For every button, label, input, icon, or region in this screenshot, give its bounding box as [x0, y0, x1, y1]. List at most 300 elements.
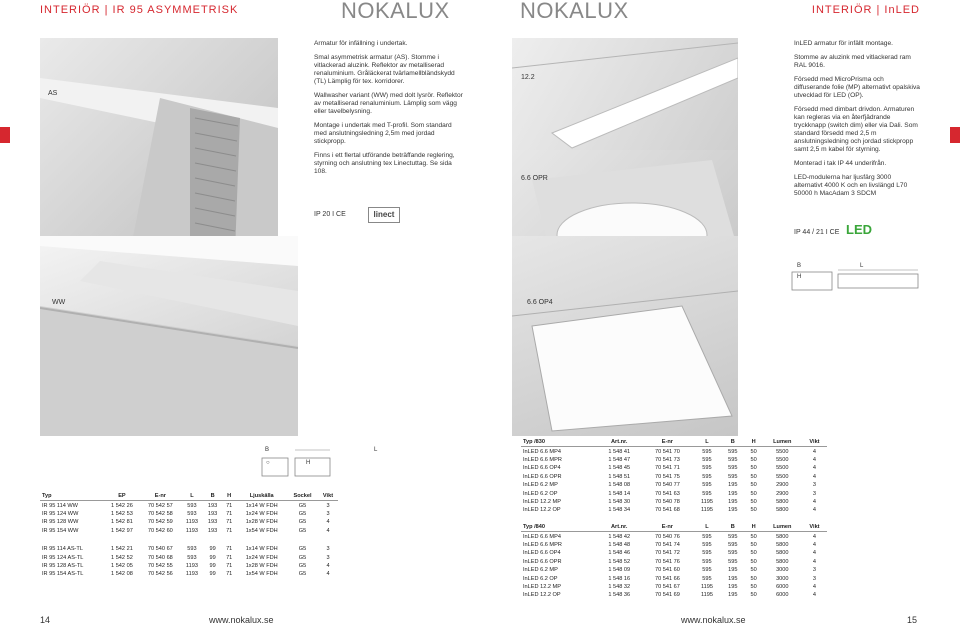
table-cell: 4 — [326, 571, 330, 578]
left-dim-o: ○ — [266, 460, 270, 466]
inled-6-6-op4-illustration — [512, 236, 738, 436]
table-cell: 1195 — [700, 592, 713, 599]
right-text-6: LED-modulerna har ljusfärg 3000 alternativt 4000 K och en livslängd L70 50000 h MacAdam 3 SDCM — [794, 174, 908, 197]
table-cell: InLED 6.2 OP — [523, 490, 558, 497]
table-cell: 1 548 42 — [608, 533, 631, 540]
table-cell: 4 — [812, 592, 817, 599]
table-cell: 1 548 45 — [608, 465, 631, 472]
table-cell: 1 548 30 — [608, 498, 631, 505]
table-cell: 1 548 08 — [608, 482, 631, 489]
table-cell: 3 — [326, 554, 330, 561]
table-cell: 4 — [812, 507, 817, 514]
table-cell: 1x24 W FDH — [245, 554, 278, 561]
table-cell: 595 — [728, 456, 738, 463]
table-cell: 1 548 09 — [608, 567, 631, 574]
table-cell: 70 541 73 — [654, 456, 680, 463]
table-cell: 4 — [326, 562, 330, 569]
table-cell: InLED 6.6 OPR — [523, 473, 562, 480]
table-row — [521, 464, 827, 472]
table-row — [521, 532, 827, 541]
table-cell: InLED 6.6 OPR — [523, 558, 562, 565]
table-cell: 595 — [702, 533, 712, 540]
right-website: www.nokalux.se — [681, 615, 746, 625]
table-cell: 4 — [326, 527, 330, 534]
table-cell: 50 — [750, 490, 757, 497]
table-cell: InLED 6.2 OP — [523, 575, 558, 582]
table-row — [40, 553, 338, 561]
table-cell: G5 — [298, 502, 307, 509]
table-cell: 1 548 47 — [608, 456, 631, 463]
table-cell: 71 — [226, 571, 233, 578]
table-cell: 50 — [750, 558, 757, 565]
table-cell: G5 — [298, 554, 307, 561]
column-header: L — [693, 523, 721, 532]
left-website: www.nokalux.se — [209, 615, 274, 625]
table-row — [521, 481, 827, 489]
table-cell: 5800 — [776, 558, 789, 565]
column-header: Typ /830 — [521, 438, 597, 447]
inled-12-2-illustration — [512, 38, 738, 150]
table-cell: 3 — [812, 567, 817, 574]
column-header: Lumen — [763, 523, 802, 532]
table-cell: IR 95 154 WW — [42, 527, 79, 534]
linect-logo: linect — [368, 207, 400, 223]
table-cell: 99 — [209, 546, 216, 553]
table-cell: 70 541 67 — [654, 583, 680, 590]
table-cell: 50 — [750, 482, 757, 489]
table-cell: 5500 — [776, 456, 789, 463]
table-cell: 70 542 57 — [147, 502, 173, 509]
table-cell: 1 548 52 — [608, 558, 631, 565]
table-cell: 1 548 46 — [608, 550, 631, 557]
left-text-4: Montage i undertak med T-profil. Som standard med anslutningsledning 2,5m med jordad stickpropp. — [314, 122, 452, 145]
table-cell: 70 542 56 — [147, 571, 173, 578]
table-cell: 595 — [728, 473, 738, 480]
table-cell: 195 — [728, 507, 738, 514]
table-row — [40, 562, 338, 570]
table-cell: InLED 6.2 MP — [523, 482, 558, 489]
table-cell: 70 541 74 — [654, 541, 680, 548]
table-cell: 1 542 05 — [111, 562, 133, 569]
table-cell: 50 — [750, 533, 757, 540]
table-cell: 595 — [702, 448, 712, 455]
table-cell: 195 — [728, 490, 738, 497]
table-cell: 6000 — [776, 592, 789, 599]
right-page-title: INTERIÖR | InLED — [811, 4, 920, 16]
table-row — [40, 501, 338, 510]
table-cell: 71 — [226, 562, 233, 569]
table-cell: InLED 6.6 MPR — [523, 456, 562, 463]
table-cell: InLED 12.2 MP — [523, 583, 561, 590]
table-cell: 5500 — [776, 465, 789, 472]
table-cell: 1x24 W FDH — [245, 510, 278, 517]
column-header: Art.nr. — [597, 523, 642, 532]
left-dim-l: L — [374, 447, 378, 453]
table-cell: 595 — [702, 575, 712, 582]
table-cell: 4 — [812, 550, 817, 557]
table-cell: 50 — [750, 550, 757, 557]
table-cell: 595 — [702, 567, 712, 574]
table-row — [521, 583, 827, 591]
table-row — [40, 570, 338, 578]
table-cell: 70 541 60 — [654, 567, 680, 574]
table-row — [40, 527, 338, 535]
left-page-number: 14 — [40, 615, 51, 625]
table-cell: 1193 — [185, 562, 198, 569]
table-cell: 3 — [812, 482, 817, 489]
table-cell: G5 — [298, 571, 307, 578]
table-cell: 50 — [750, 473, 757, 480]
right-dim-b: B — [797, 263, 802, 269]
table-cell: 595 — [728, 448, 738, 455]
inled-12-2-photo — [512, 38, 738, 150]
led-logo: LED — [846, 222, 872, 237]
column-header: B — [721, 438, 745, 447]
table-cell: 70 541 66 — [654, 575, 680, 582]
table-cell: 71 — [226, 510, 233, 517]
column-header: H — [745, 438, 763, 447]
table-cell: 70 540 68 — [147, 554, 173, 561]
table-cell: 5500 — [776, 473, 789, 480]
table-cell: 3 — [812, 575, 817, 582]
table-cell: IR 95 124 WW — [42, 510, 79, 517]
table-cell: 195 — [728, 592, 738, 599]
table-row — [40, 510, 338, 518]
table-cell: 71 — [226, 519, 233, 526]
table-cell: 4 — [812, 456, 817, 463]
right-text-2: Stomme av aluzink med vitlackerad ram RAL 9016. — [794, 54, 911, 69]
table-cell: 1 548 51 — [608, 473, 631, 480]
table-cell: 595 — [728, 465, 738, 472]
nokalux-logo-right: NOKALUX — [520, 0, 629, 23]
table-cell: 3000 — [776, 567, 789, 574]
table-cell: 1195 — [700, 507, 713, 514]
table-cell: 3000 — [776, 575, 789, 582]
table-cell: 1 548 48 — [608, 541, 631, 548]
table-cell: 50 — [750, 448, 757, 455]
table-cell: 4 — [812, 541, 817, 548]
table-cell: 71 — [226, 554, 233, 561]
right-dimension-drawing — [790, 262, 920, 294]
table-cell: 70 540 78 — [654, 498, 680, 505]
table-row — [521, 549, 827, 557]
column-header: E-nr — [642, 523, 693, 532]
table-cell: 4 — [812, 583, 817, 590]
column-header: Typ — [40, 492, 104, 501]
table-cell: 193 — [207, 510, 218, 517]
column-header: Sockel — [287, 492, 318, 501]
table-cell: 70 541 75 — [654, 473, 680, 480]
table-cell: 1 548 34 — [608, 507, 631, 514]
right-ip-rating: IP 44 / 21 I CE — [794, 229, 840, 236]
table-cell: 70 542 55 — [147, 562, 173, 569]
table-cell: 595 — [702, 482, 712, 489]
column-header: Typ /840 — [521, 523, 597, 532]
table-cell: 2900 — [776, 482, 789, 489]
table-cell: InLED 6.6 OP4 — [523, 465, 561, 472]
table-cell: 193 — [207, 502, 218, 509]
table-cell: 1x54 W FDH — [245, 571, 278, 578]
column-header: EP — [104, 492, 140, 501]
table-cell: 595 — [702, 558, 712, 565]
table-cell: InLED 6.2 MP — [523, 567, 558, 574]
table-row — [521, 506, 827, 514]
right-dim-h: H — [797, 274, 802, 280]
table-row — [521, 498, 827, 506]
table-cell: 595 — [702, 490, 712, 497]
table-cell: 1 542 52 — [111, 554, 133, 561]
table-cell: 71 — [226, 502, 233, 509]
table-row — [521, 541, 827, 549]
table-cell: 1 548 16 — [608, 575, 631, 582]
table-cell: 4 — [812, 533, 817, 540]
ww-luminaire-photo — [40, 236, 298, 436]
table-cell: 193 — [207, 527, 218, 534]
table-cell: 50 — [750, 592, 757, 599]
left-text-1: Armatur för infällning i undertak. — [314, 40, 408, 47]
column-header: Ljuskälla — [236, 492, 287, 501]
table-cell: 1 542 21 — [111, 546, 133, 553]
column-header: E-nr — [140, 492, 181, 501]
table-cell: 195 — [728, 575, 738, 582]
table-cell: 593 — [187, 546, 197, 553]
table-cell: 595 — [728, 550, 738, 557]
table-cell: 70 541 71 — [654, 465, 680, 472]
table-cell: 50 — [750, 575, 757, 582]
table-cell: 50 — [750, 541, 757, 548]
left-dim-b: B — [265, 447, 270, 453]
column-header: L — [693, 438, 721, 447]
table-cell: 50 — [750, 456, 757, 463]
table-cell: 1x28 W FDH — [245, 562, 278, 569]
table-cell: 3 — [326, 502, 330, 509]
table-cell: 70 541 69 — [654, 592, 680, 599]
table-row — [521, 574, 827, 582]
table-cell: G5 — [298, 527, 307, 534]
column-header: B — [203, 492, 222, 501]
table-cell: G5 — [298, 562, 307, 569]
column-header: E-nr — [642, 438, 693, 447]
table-cell: 593 — [187, 502, 197, 509]
left-page-title: INTERIÖR | IR 95 ASYMMETRISK — [40, 4, 239, 16]
column-header: Vikt — [318, 492, 338, 501]
table-cell: 595 — [728, 541, 738, 548]
right-text-5: Monterad i tak IP 44 underifrån. — [794, 160, 887, 167]
table-cell: 1195 — [700, 498, 713, 505]
table-cell: IR 95 154 AS-TL — [42, 571, 84, 578]
table-cell: 50 — [750, 507, 757, 514]
table-cell: 5800 — [776, 533, 789, 540]
table-cell: InLED 6.6 OP4 — [523, 550, 561, 557]
left-description — [314, 40, 464, 182]
table-cell: 50 — [750, 567, 757, 574]
table-cell: 70 541 70 — [654, 448, 680, 455]
table-cell: G5 — [298, 546, 307, 553]
as-luminaire-photo — [40, 38, 278, 253]
table-cell: 1x54 W FDH — [245, 527, 278, 534]
table-row — [40, 518, 338, 526]
left-text-2: Smal asymmetrisk armatur (AS). Stomme i vitlackerad aluzink. Reflektor av metalliserad renaluminium. Gråläckerat tvärlamellbländskydd (TL) Lämplig för tex. korridorer. — [314, 54, 455, 85]
table-cell: 99 — [209, 562, 216, 569]
table-row — [521, 566, 827, 574]
table-cell: 595 — [702, 541, 712, 548]
table-cell: IR 95 124 AS-TL — [42, 554, 84, 561]
table-cell: InLED 12.2 OP — [523, 507, 561, 514]
column-header: Vikt — [802, 523, 827, 532]
table-cell: 5800 — [776, 507, 789, 514]
spec-table-840 — [521, 523, 827, 600]
as-luminaire-illustration — [40, 38, 278, 253]
table-cell: 4 — [812, 558, 817, 565]
table-cell: 4 — [812, 498, 817, 505]
table-cell: 2900 — [776, 490, 789, 497]
table-cell: 1 542 08 — [111, 571, 133, 578]
table-cell: 5800 — [776, 498, 789, 505]
table-cell: 4 — [812, 448, 817, 455]
table-cell: 71 — [226, 527, 233, 534]
table-cell: G5 — [298, 519, 307, 526]
column-header: Art.nr. — [597, 438, 642, 447]
inled-6-6-op4-photo — [512, 236, 738, 436]
table-cell: 70 540 67 — [147, 546, 173, 553]
column-header: Vikt — [802, 438, 827, 447]
table-cell: G5 — [298, 510, 307, 517]
left-dimension-drawing — [260, 440, 332, 488]
right-description — [794, 40, 920, 204]
left-spec-table — [40, 492, 338, 579]
table-cell: 1 548 36 — [608, 592, 631, 599]
table-cell: 70 541 63 — [654, 490, 680, 497]
table-cell: 595 — [702, 465, 712, 472]
table-cell: 593 — [187, 554, 197, 561]
photo-label-6-6-opr: 6.6 OPR — [521, 175, 548, 182]
right-dim-l: L — [860, 263, 864, 269]
table-cell: 50 — [750, 583, 757, 590]
table-cell: 1 548 14 — [608, 490, 631, 497]
table-row — [521, 456, 827, 464]
table-cell: InLED 12.2 OP — [523, 592, 561, 599]
table-cell: 195 — [728, 567, 738, 574]
photo-label-12-2: 12.2 — [521, 74, 535, 81]
table-cell: IR 95 128 WW — [42, 519, 79, 526]
table-cell: 595 — [728, 533, 738, 540]
table-cell: 71 — [226, 546, 233, 553]
table-cell: 595 — [702, 473, 712, 480]
table-cell: 70 542 58 — [147, 510, 173, 517]
table-cell: 5800 — [776, 541, 789, 548]
table-cell: 50 — [750, 465, 757, 472]
as-photo-label: AS — [48, 90, 58, 97]
table-cell: 70 540 77 — [654, 482, 680, 489]
table-cell: InLED 6.6 MP4 — [523, 448, 561, 455]
table-cell: 193 — [207, 519, 218, 526]
table-cell: IR 95 114 AS-TL — [42, 546, 83, 553]
column-header: B — [721, 523, 745, 532]
table-cell: IR 95 114 WW — [42, 502, 78, 509]
table-cell: 70 541 76 — [654, 558, 680, 565]
left-dim-h: H — [306, 460, 311, 466]
column-header: L — [181, 492, 204, 501]
table-cell: 99 — [209, 571, 216, 578]
spec-table-830 — [521, 438, 827, 515]
table-row — [521, 489, 827, 497]
table-cell: 595 — [702, 550, 712, 557]
table-cell: 595 — [728, 558, 738, 565]
right-text-3: Försedd med MicroPrisma och diffuserande folie (MP) alternativt opalskiva utvecklad för LED (OP). — [794, 76, 920, 99]
table-cell: 1 542 97 — [111, 527, 133, 534]
table-cell: 4 — [812, 473, 817, 480]
table-cell: IR 95 128 AS-TL — [42, 562, 84, 569]
table-cell: 1 542 26 — [111, 502, 133, 509]
table-cell: 593 — [187, 510, 197, 517]
table-cell: InLED 12.2 MP — [523, 498, 561, 505]
table-cell: 70 542 59 — [147, 519, 173, 526]
right-text-4: Försedd med dimbart drivdon. Armaturen kan regleras via en återfjädrande tryckknapp (switch dim) eller via Dali. Som standard försedd med 2,5 m anslutningsledning och jordad stickpropp samt 2,5 m kabel för styrning. — [794, 106, 918, 153]
left-text-5: Finns i ett flertal utförande beträffande reglering, styrning och anslutning tex Linectuttag. Se sida 108. — [314, 152, 455, 175]
nokalux-logo-left: NOKALUX — [341, 0, 450, 23]
left-ip-rating: IP 20 I CE — [314, 211, 346, 218]
table-cell: 595 — [702, 456, 712, 463]
table-row — [521, 473, 827, 481]
table-cell: 1193 — [185, 527, 198, 534]
table-cell: 70 542 60 — [147, 527, 173, 534]
table-cell: 1195 — [700, 583, 713, 590]
ww-luminaire-illustration — [40, 236, 298, 436]
right-red-tab — [950, 127, 960, 143]
left-red-tab — [0, 127, 10, 143]
table-cell: 70 540 76 — [654, 533, 680, 540]
table-cell: 3 — [812, 490, 817, 497]
table-cell: 195 — [728, 482, 738, 489]
table-row — [521, 558, 827, 566]
table-cell: 6000 — [776, 583, 789, 590]
table-cell: 1 548 41 — [608, 448, 631, 455]
table-cell: 50 — [750, 498, 757, 505]
column-header: H — [745, 523, 763, 532]
table-cell: 1193 — [185, 519, 198, 526]
column-header: Lumen — [763, 438, 802, 447]
table-cell: 70 541 72 — [654, 550, 680, 557]
table-cell: 3 — [326, 546, 330, 553]
table-row — [521, 591, 827, 599]
table-cell: 195 — [728, 498, 738, 505]
ww-photo-label: WW — [52, 299, 66, 306]
right-page-number: 15 — [907, 615, 918, 625]
column-header: H — [222, 492, 236, 501]
table-cell: InLED 6.6 MPR — [523, 541, 562, 548]
table-cell: 1x14 W FDH — [245, 546, 278, 553]
table-row — [40, 545, 338, 553]
table-cell: 3 — [326, 510, 330, 517]
table-cell: 5500 — [776, 448, 789, 455]
table-cell: 5800 — [776, 550, 789, 557]
table-cell: 1193 — [185, 571, 198, 578]
table-cell: 4 — [812, 465, 817, 472]
right-text-1: InLED armatur för infällt montage. — [794, 40, 893, 47]
table-cell: InLED 6.6 MP4 — [523, 533, 561, 540]
table-cell: 1 542 81 — [111, 519, 133, 526]
table-cell: 195 — [728, 583, 738, 590]
photo-label-6-6-op4: 6.6 OP4 — [527, 299, 553, 306]
table-cell: 1 548 32 — [608, 583, 631, 590]
table-cell: 1x28 W FDH — [245, 519, 278, 526]
left-text-3: Wallwasher variant (WW) med dolt lysrör. Reflektor av metalliserad renaluminium. Lämplig som vägg eller tavelbelysning. — [314, 92, 463, 115]
table-cell: 70 541 68 — [654, 507, 680, 514]
table-cell: 4 — [326, 519, 330, 526]
table-cell: 1x14 W FDH — [245, 502, 278, 509]
table-cell: 99 — [209, 554, 216, 561]
table-cell: 1 542 53 — [111, 510, 133, 517]
